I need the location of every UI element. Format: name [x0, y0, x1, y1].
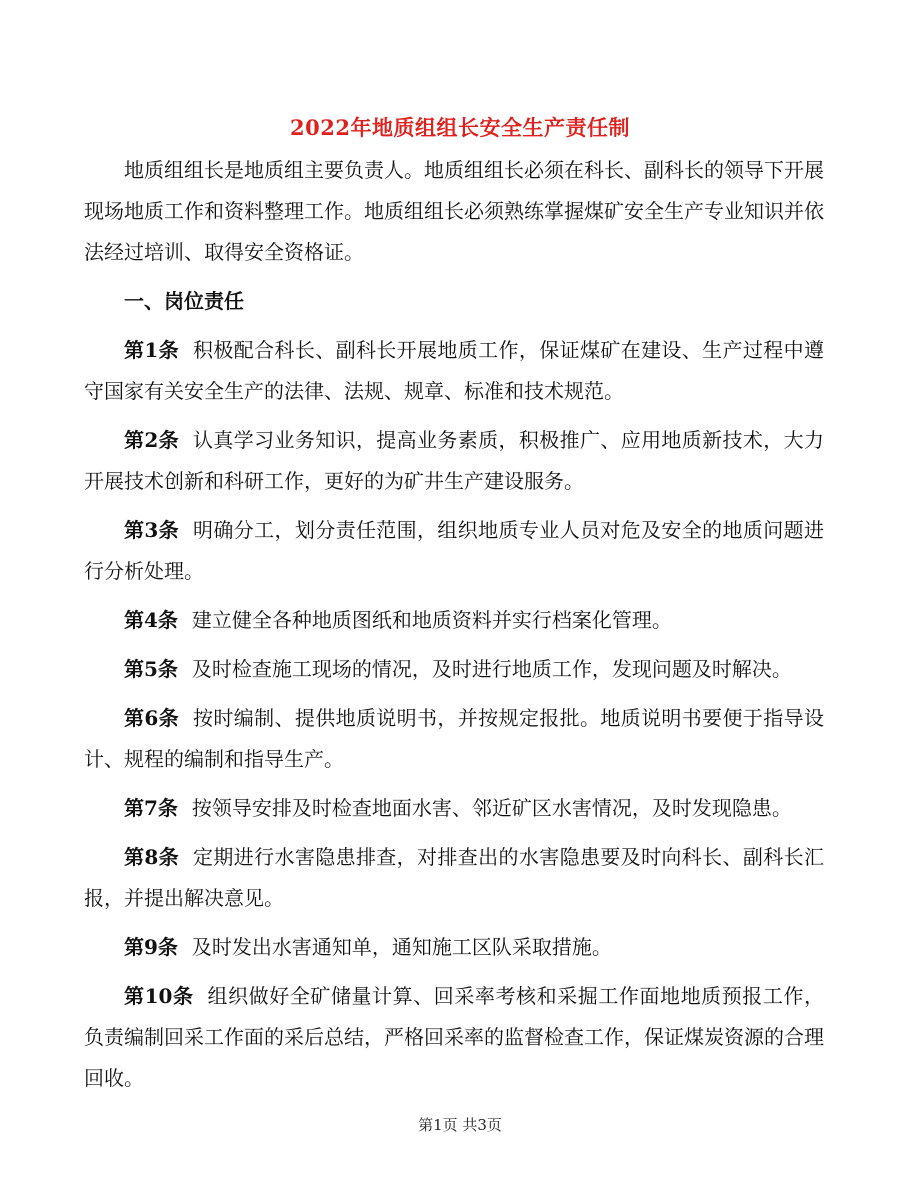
article-text: 定期进行水害隐患排查，对排查出的水害隐患要及时向科长、副科长汇报，并提出解决意见。	[84, 845, 824, 910]
page-title: 2022年地质组组长安全生产责任制	[290, 115, 630, 140]
article-paragraph	[84, 698, 824, 780]
article-paragraph	[84, 510, 824, 592]
article-text: 及时发出水害通知单，通知施工区队采取措施。	[191, 935, 612, 959]
article-text: 组织做好全矿储量计算、回采率考核和采掘工作面地地质预报工作，负责编制回采工作面的采后总结，严格回采率的监督检查工作，保证煤炭资源的合理回收。	[84, 984, 825, 1090]
article-text: 建立健全各种地质图纸和地质资料并实行档案化管理。	[191, 608, 672, 632]
article-paragraph	[84, 600, 824, 641]
intro-paragraph: 地质组组长是地质组主要负责人。地质组组长必须在科长、副科长的领导下开展现场地质工作和资料整理工作。地质组组长必须熟练掌握煤矿安全生产专业知识并依法经过培训、取得安全资格证。	[84, 158, 824, 264]
article-label: 第9条	[124, 935, 178, 959]
article-paragraph	[84, 976, 824, 1099]
article-text: 及时检查施工现场的情况，及时进行地质工作，发现问题及时解决。	[191, 657, 792, 681]
article-label: 第2条	[124, 428, 180, 452]
article-label: 第6条	[124, 706, 180, 730]
article-label: 第5条	[124, 657, 178, 681]
article-paragraph	[84, 649, 824, 690]
section-heading: 一、岗位责任	[124, 289, 244, 313]
article-label: 第1条	[124, 338, 180, 362]
article-paragraph	[84, 420, 824, 502]
article-paragraph	[84, 837, 824, 919]
article-text: 按领导安排及时检查地面水害、邻近矿区水害情况，及时发现隐患。	[191, 796, 792, 820]
article-list	[84, 330, 824, 1107]
article-text: 积极配合科长、副科长开展地质工作，保证煤矿在建设、生产过程中遵守国家有关安全生产的法律、法规、规章、标准和技术规范。	[84, 338, 824, 403]
article-paragraph	[84, 788, 824, 829]
article-paragraph	[84, 330, 824, 412]
article-label: 第4条	[124, 608, 178, 632]
article-label: 第7条	[124, 796, 178, 820]
document-body	[84, 150, 824, 1107]
article-text: 按时编制、提供地质说明书，并按规定报批。地质说明书要便于指导设计、规程的编制和指导生产。	[84, 706, 824, 771]
page-number: 第1页 共3页	[418, 1116, 502, 1134]
article-text: 明确分工，划分责任范围，组织地质专业人员对危及安全的地质问题进行分析处理。	[84, 518, 824, 583]
article-text: 认真学习业务知识，提高业务素质，积极推广、应用地质新技术，大力开展技术创新和科研工作，更好的为矿井生产建设服务。	[84, 428, 824, 493]
article-label: 第3条	[124, 518, 180, 542]
article-paragraph	[84, 927, 824, 968]
article-label: 第8条	[124, 845, 180, 869]
article-label: 第10条	[124, 984, 194, 1008]
